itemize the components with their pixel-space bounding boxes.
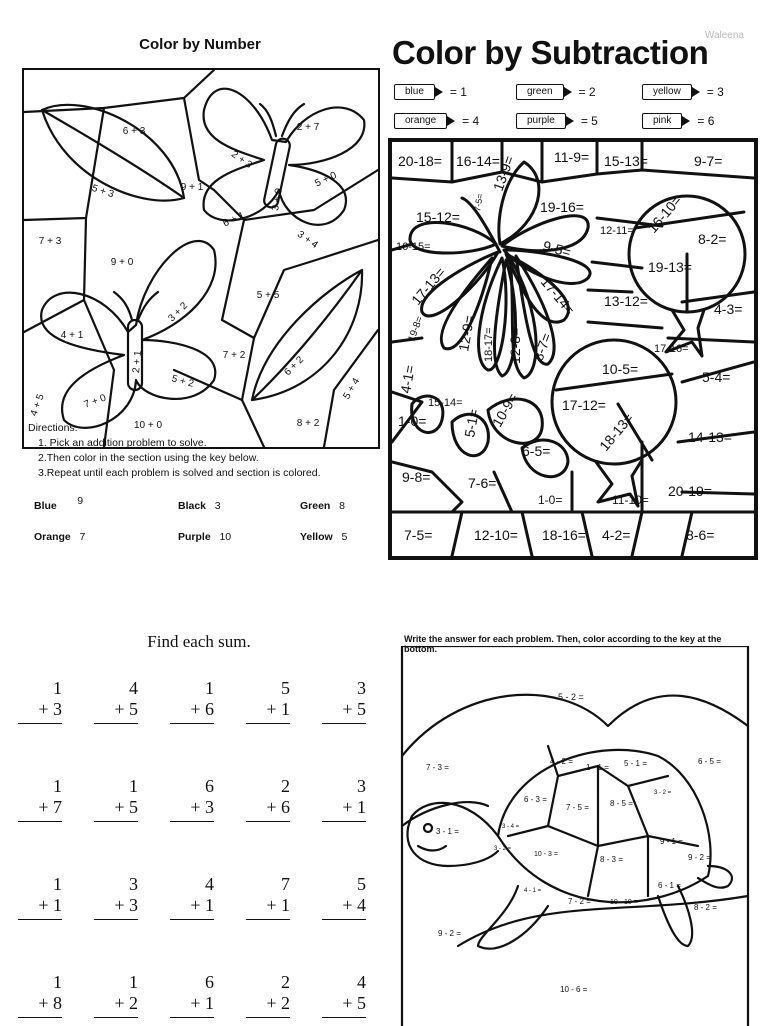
- region-label: 3 - 1 =: [436, 827, 459, 836]
- butterfly-line-art: [24, 70, 378, 447]
- addend-top: 3: [357, 776, 366, 796]
- region-label: 20-19=: [668, 483, 712, 499]
- region-label: 7 + 2: [222, 350, 246, 361]
- region-label: 8 - 2 =: [694, 903, 717, 912]
- addition-problem: [322, 972, 366, 1018]
- region-label: 12-9=: [455, 314, 478, 353]
- region-label: 8 + 2: [296, 418, 320, 429]
- region-label: 4-3=: [714, 301, 743, 317]
- region-label: 9-7=: [694, 153, 723, 169]
- addition-problem: [246, 972, 290, 1018]
- region-label: 5-4=: [702, 369, 731, 385]
- region-label: 9 + 0: [110, 257, 134, 268]
- region-labels: [426, 692, 721, 994]
- region-label: 12-10=: [474, 527, 518, 543]
- region-label: 19-13=: [648, 259, 692, 275]
- region-label: 9 - 2 =: [688, 853, 711, 862]
- worksheet-instructions: Write the answer for each problem. Then, color according to the key at the bottom.: [404, 634, 722, 654]
- crayon-icon: blue: [394, 84, 435, 100]
- addend-top: 1: [53, 874, 62, 894]
- addend-top: 1: [53, 678, 62, 698]
- region-label: 2 + 1: [131, 350, 144, 374]
- region-label: 9 + 1: [180, 182, 204, 193]
- addend-top: 1: [129, 776, 138, 796]
- addend-top: 1: [129, 972, 138, 992]
- region-label: 17-12=: [562, 397, 606, 413]
- region-label: 5 + 0: [313, 169, 339, 190]
- region-label: 11-10=: [612, 493, 649, 507]
- addition-problem: [18, 776, 62, 822]
- addition-problem: [246, 776, 290, 822]
- region-label: 10 - 6 =: [560, 985, 588, 994]
- addition-problem: [322, 678, 366, 724]
- addition-problem: [94, 776, 138, 822]
- worksheet-title: Find each sum.: [147, 632, 251, 651]
- addend-bottom: + 1: [246, 895, 290, 920]
- direction-step: 1. Pick an addition problem to solve.: [38, 437, 207, 449]
- region-label: 7 + 3: [38, 236, 62, 247]
- region-label: 15-14=: [428, 397, 463, 409]
- region-label: 2 + 7: [296, 122, 320, 133]
- region-label: 13-12=: [604, 293, 648, 309]
- addition-problem: [18, 874, 62, 920]
- addition-problem: [94, 678, 138, 724]
- region-label: 9-8=: [402, 469, 431, 485]
- region-label: 15-13=: [604, 153, 648, 169]
- addition-problem: [170, 776, 214, 822]
- addend-top: 4: [357, 972, 366, 992]
- addend-top: 1: [205, 678, 214, 698]
- region-label: 6-5=: [522, 443, 551, 459]
- addition-problem: [170, 972, 214, 1018]
- addition-problem: [94, 972, 138, 1018]
- addend-bottom: + 1: [18, 895, 62, 920]
- crayon-icon: purple: [516, 113, 566, 129]
- crayon-icon: pink: [642, 113, 682, 129]
- addend-top: 4: [129, 678, 138, 698]
- addend-bottom: + 5: [322, 993, 366, 1018]
- watermark: Waleena: [704, 30, 744, 41]
- addend-bottom: + 5: [94, 699, 138, 724]
- crayon-key-yellow: yellow = 3: [642, 84, 724, 100]
- addend-top: 6: [205, 972, 214, 992]
- addend-bottom: + 6: [170, 699, 214, 724]
- region-label: 4-2=: [602, 527, 631, 543]
- region-label: 5 + 4: [341, 376, 363, 402]
- addend-top: 1: [53, 776, 62, 796]
- region-label: 10-9=: [488, 390, 521, 430]
- addend-top: 2: [281, 776, 290, 796]
- region-label: 16-14=: [456, 153, 500, 169]
- addend-top: 4: [205, 874, 214, 894]
- region-label: 17-16=: [654, 343, 689, 355]
- addition-problem: [322, 874, 366, 920]
- region-label: 5 - 2 =: [558, 692, 584, 702]
- region-label: 10 + 0: [133, 420, 163, 431]
- region-label: 10 - 10 =: [610, 899, 638, 906]
- region-label: 8-7=: [529, 330, 555, 364]
- region-label: 6 + 3: [122, 126, 146, 137]
- key-black: Black 3: [178, 500, 221, 512]
- region-label: 3 - 2 =: [494, 846, 512, 852]
- region-label: 3 + 2: [166, 300, 191, 325]
- addition-problem: [170, 874, 214, 920]
- region-label: 16-10=: [644, 191, 685, 236]
- addend-top: 5: [357, 874, 366, 894]
- region-label: 7-5=: [472, 192, 486, 213]
- region-label: 3 - 2 =: [654, 790, 672, 796]
- directions-label: Directions:: [28, 422, 78, 434]
- key-blue: Blue 9: [34, 495, 84, 512]
- region-label: 9-5=: [541, 237, 573, 261]
- color-by-subtraction-worksheet: [386, 30, 754, 558]
- crayon-key-green: green = 2: [516, 84, 596, 100]
- key-yellow: Yellow 5: [300, 531, 348, 543]
- region-label: 7 - 2 =: [568, 897, 591, 906]
- addition-problem: [246, 678, 290, 724]
- region-label: 3 - 4 =: [502, 824, 520, 830]
- region-label: 4-1=: [397, 363, 418, 395]
- region-label: 5-1=: [461, 407, 482, 439]
- addition-problem: [170, 678, 214, 724]
- addend-bottom: + 3: [18, 699, 62, 724]
- addend-top: 1: [53, 972, 62, 992]
- region-label: 6 - 3 =: [524, 795, 547, 804]
- addend-top: 5: [281, 678, 290, 698]
- region-label: 12-8=: [507, 327, 523, 364]
- region-label: 8-6=: [686, 527, 715, 543]
- addition-problem: [246, 874, 290, 920]
- region-label: 8 - 3 =: [600, 855, 623, 864]
- addend-bottom: + 2: [94, 993, 138, 1018]
- worksheet-title: Color by Number: [139, 36, 261, 53]
- key-green: Green 8: [300, 500, 345, 512]
- worksheet-title: Color by Subtraction: [392, 34, 709, 71]
- direction-step: 2.Then color in the section using the key below.: [38, 452, 259, 464]
- addend-top: 3: [129, 874, 138, 894]
- addition-problem: [322, 776, 366, 822]
- addend-top: 3: [357, 678, 366, 698]
- region-label: 4 - 2 =: [550, 757, 573, 766]
- region-label: 19-8=: [406, 314, 426, 344]
- region-label: 1-0=: [538, 493, 563, 507]
- region-label: 17-14=: [537, 273, 579, 318]
- region-label: 8-2=: [698, 231, 727, 247]
- region-label: 1 - 1 =: [586, 763, 609, 772]
- addition-problem: [18, 678, 62, 724]
- key-purple: Purple 10: [178, 531, 232, 543]
- region-label: 18-16=: [542, 527, 586, 543]
- region-label: 17-13=: [408, 263, 449, 308]
- addend-bottom: + 1: [170, 993, 214, 1018]
- addend-bottom: + 1: [322, 797, 366, 822]
- addend-bottom: + 2: [246, 993, 290, 1018]
- region-label: 9 - 2 =: [438, 929, 461, 938]
- flower-balloon-picture: [388, 138, 758, 560]
- region-label: 12-11=: [600, 225, 634, 237]
- region-label: 4 + 1: [60, 330, 84, 341]
- region-label: 7-6=: [468, 475, 497, 491]
- crayon-key-pink: pink = 6: [642, 113, 714, 129]
- region-label: 19-16=: [540, 199, 584, 215]
- region-label: 6 - 5 =: [698, 757, 721, 766]
- crayon-icon: green: [516, 84, 564, 100]
- crayon-key-purple: purple = 5: [516, 113, 598, 129]
- region-label: 9 - 1 =: [660, 837, 683, 846]
- region-label: 15-12=: [416, 209, 460, 225]
- region-label: 20-18=: [398, 153, 442, 169]
- region-label: 4 - 1 =: [524, 888, 542, 894]
- addend-top: 6: [205, 776, 214, 796]
- addend-bottom: + 1: [246, 699, 290, 724]
- subtraction-line-art: [392, 142, 754, 556]
- region-label: 5 + 3: [90, 182, 116, 201]
- region-label: 5 + 5: [256, 290, 280, 301]
- direction-step: 3.Repeat until each problem is solved and section is colored.: [38, 467, 321, 479]
- addend-bottom: + 7: [18, 797, 62, 822]
- region-label: 18-17=: [483, 327, 495, 362]
- region-label: 10 - 3 =: [534, 851, 558, 858]
- crayon-icon: orange: [394, 113, 447, 129]
- region-label: 7 - 5 =: [566, 803, 589, 812]
- region-label: 2 + 3: [229, 148, 254, 171]
- region-label: 14-13=: [688, 429, 732, 445]
- region-label: 5 + 2: [170, 373, 195, 390]
- addition-problem: [18, 972, 62, 1018]
- region-label: 6 + 1: [221, 209, 247, 230]
- turtle-worksheet: [398, 630, 752, 1024]
- find-each-sum-worksheet: [18, 620, 380, 1024]
- region-label: 18-13=: [596, 409, 637, 454]
- crayon-icon: yellow: [642, 84, 692, 100]
- region-label: 4 + 5: [28, 392, 47, 418]
- crayon-key-blue: blue = 1: [394, 84, 467, 100]
- addend-bottom: + 1: [170, 895, 214, 920]
- region-label: 6 + 2: [282, 354, 307, 379]
- addend-bottom: + 3: [170, 797, 214, 822]
- region-label: 10-5=: [602, 361, 639, 377]
- region-label: 7 + 0: [82, 392, 108, 411]
- region-labels: [396, 149, 742, 543]
- region-label: 5 - 1 =: [624, 759, 647, 768]
- addend-bottom: + 5: [94, 797, 138, 822]
- butterfly-picture: [22, 68, 380, 449]
- region-labels: [29, 122, 363, 431]
- region-label: 7-5=: [404, 527, 433, 543]
- crayon-key-orange: orange = 4: [394, 113, 479, 129]
- color-by-number-worksheet: [22, 34, 378, 554]
- directions: [28, 421, 321, 481]
- addend-top: 7: [281, 874, 290, 894]
- region-label: 3 + 0: [270, 187, 285, 212]
- key-orange: Orange 7: [34, 531, 86, 543]
- addend-bottom: + 6: [246, 797, 290, 822]
- region-label: 13-9=: [489, 153, 518, 194]
- addend-top: 2: [281, 972, 290, 992]
- region-label: 1-0=: [398, 413, 427, 429]
- addend-bottom: + 4: [322, 895, 366, 920]
- region-label: 3 + 4: [295, 228, 320, 251]
- addition-problem: [94, 874, 138, 920]
- addend-bottom: + 5: [322, 699, 366, 724]
- region-label: 11-9=: [554, 149, 590, 165]
- addend-bottom: + 3: [94, 895, 138, 920]
- region-label: 6 - 1 =: [658, 881, 681, 890]
- addend-bottom: + 8: [18, 993, 62, 1018]
- region-label: 8 - 5 =: [610, 799, 633, 808]
- region-label: 7 - 3 =: [426, 763, 449, 772]
- turtle-line-art: [398, 646, 752, 1026]
- region-label: 16-15=: [396, 241, 431, 253]
